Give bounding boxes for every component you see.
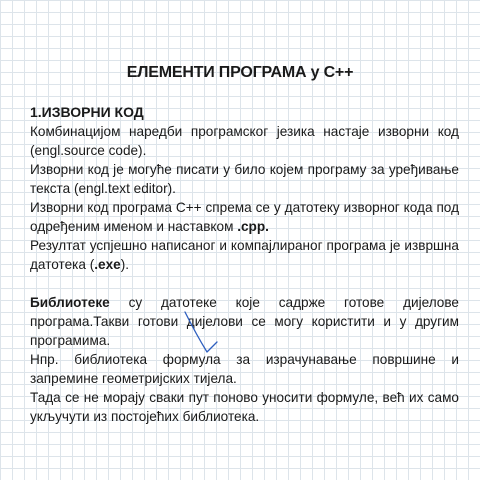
section-heading: 1.ИЗВОРНИ КОД [30, 104, 144, 120]
exe-extension: .exe [94, 257, 121, 272]
cpp-text: Изворни код програма C++ спрема се у датотеку изворног кода под одређеним именом и наставком [30, 200, 459, 234]
slide-body [30, 103, 459, 426]
exe-text-end: ). [120, 257, 130, 272]
slide-title: ЕЛЕМЕНТИ ПРОГРАМА у C++ [126, 64, 354, 81]
spacer [30, 274, 459, 293]
paragraph-text-editor: Изворни код је могуће писати у било којем програму за уређивање текста (engl.text editor). [30, 162, 459, 196]
paragraph-exe-file [30, 236, 459, 274]
paragraph-example: Нпр. библиотека формула за израчунавање површине и запремине геометријских тијела. [30, 352, 459, 386]
cpp-extension: .cpp. [237, 219, 269, 234]
paragraph-cpp-file [30, 198, 459, 236]
paragraph-source-code: Комбинацијом наредби програмског језика настаје изворни код (engl.source code). [30, 124, 459, 158]
libraries-term: Библиотеке [30, 295, 110, 310]
paragraph-formulas: Тада се не морају сваки пут поново уносити формуле, већ их само укључути из постојећих библиотека. [30, 390, 459, 424]
exe-text: Резултат успјешно написаног и компајлираног програма је извршна датотека ( [30, 238, 459, 272]
paragraph-libraries [30, 293, 459, 350]
libraries-text: су датотеке које садрже готове дијелове програма.Такви готови дијелови се могу користити и у другим програмима. [30, 295, 459, 348]
